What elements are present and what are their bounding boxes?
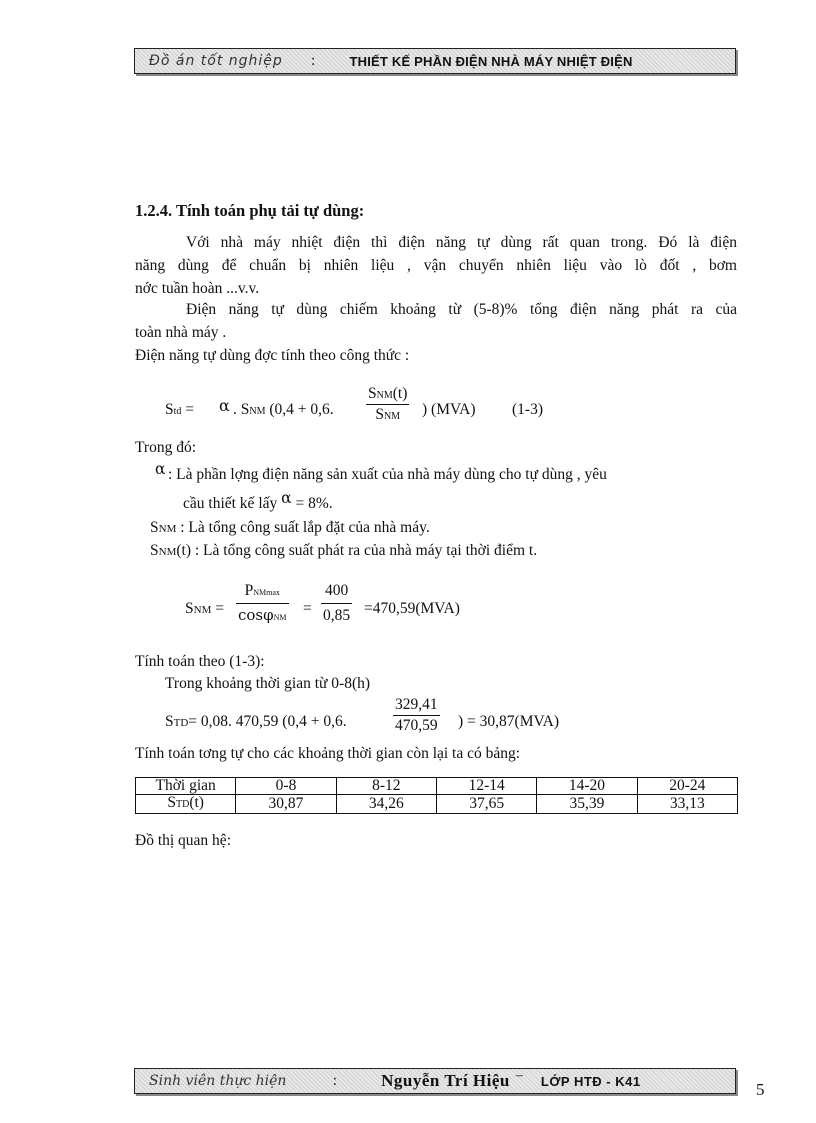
table-value: 34,26 bbox=[336, 795, 436, 814]
formula1-fraction: SNM(t) SNM bbox=[368, 385, 408, 423]
page-footer bbox=[134, 1068, 736, 1094]
footer-left-label: Sinh viên thực hiện bbox=[149, 1073, 287, 1089]
alpha-symbol: α bbox=[219, 396, 230, 415]
std-fraction: $\frac{329,41}{470,59}$ bbox=[395, 696, 438, 734]
header-left-title: Đồ án tốt nghiệp bbox=[149, 53, 283, 69]
formula1-tail: ) (MVA) bbox=[422, 401, 476, 418]
formula2-fraction-numbers: $\frac{400}{0,85}$ bbox=[323, 582, 351, 624]
table-interval: 12-14 bbox=[436, 778, 536, 795]
formula1-ref: (1-3) bbox=[512, 401, 543, 418]
formula-intro: Điện năng tự dùng đợc tính theo công thức : bbox=[135, 347, 410, 364]
alpha-symbol: α bbox=[281, 489, 292, 507]
para2-line1: Điện năng tự dùng chiếm khoảng từ (5-8)% tổng điện năng phát ra của bbox=[186, 301, 737, 318]
formula2-eq2: = bbox=[303, 600, 312, 617]
alpha-symbol: α bbox=[155, 460, 166, 478]
snmt-definition: SNM(t) : Là tổng công suất phát ra của nhà máy tại thời điểm t. bbox=[150, 542, 538, 559]
graph-caption: Đồ thị quan hệ: bbox=[135, 832, 231, 849]
where-title: Trong đó: bbox=[135, 439, 197, 456]
section-heading: 1.2.4. Tính toán phụ tải tự dùng: bbox=[135, 201, 365, 220]
header-colon: : bbox=[310, 53, 316, 69]
calc-interval: Trong khoảng thời gian từ 0-8(h) bbox=[165, 675, 371, 692]
footer-student-name: Nguyễn Trí Hiệu bbox=[381, 1071, 510, 1090]
formula2-result: =470,59(MVA) bbox=[364, 600, 460, 617]
calc-intro: Tính toán theo (1-3): bbox=[135, 653, 265, 670]
para1-line2: năng dùng để chuẩn bị nhiên liệu , vận chuyển nhiên liệu vào lò đốt , bơm bbox=[135, 257, 737, 274]
calc-after: Tính toán tơng tự cho các khoảng thời gian còn lại ta có bảng: bbox=[135, 745, 521, 762]
alpha-description: : Là phần lợng điện năng sản xuất của nhà máy dùng cho tự dùng , yêu bbox=[168, 466, 607, 483]
load-table bbox=[135, 777, 738, 814]
header-right-title: THIẾT KẾ PHẦN ĐIỆN NHÀ MÁY NHIỆT ĐIỆN bbox=[349, 53, 633, 69]
table-interval: 20-24 bbox=[637, 778, 737, 795]
footer-dash: – bbox=[515, 1068, 523, 1083]
table-row-values bbox=[136, 795, 738, 814]
formula2-fraction-p-cos: PNMmax cosφNM bbox=[238, 582, 287, 624]
footer-class: LỚP HTĐ - K41 bbox=[540, 1073, 641, 1089]
page-number: 5 bbox=[756, 1080, 765, 1099]
table-value: 33,13 bbox=[637, 795, 737, 814]
page-header bbox=[134, 48, 736, 74]
para1-line3: nớc tuần hoàn ...v.v. bbox=[135, 280, 260, 297]
table-header-label: Thời gian bbox=[136, 778, 236, 795]
table-row-label: STD(t) bbox=[136, 795, 236, 814]
std-result: ) = 30,87(MVA) bbox=[458, 713, 560, 730]
alpha-requirement: cầu thiết kế lấy α = 8%. bbox=[183, 489, 333, 512]
std-expression: STD= 0,08. 470,59 (0,4 + 0,6. bbox=[165, 713, 347, 730]
table-interval: 14-20 bbox=[537, 778, 637, 795]
footer-colon: : bbox=[332, 1073, 338, 1089]
table-interval: 8-12 bbox=[336, 778, 436, 795]
formula2-lhs: SNM = bbox=[185, 600, 224, 617]
formula1-snm: . SNM (0,4 + 0,6. bbox=[233, 401, 334, 418]
para1-line1: Với nhà máy nhiệt điện thì điện năng tự dùng rất quan trong. Đó là điện bbox=[186, 234, 737, 251]
table-value: 37,65 bbox=[436, 795, 536, 814]
snm-definition: SNM : Là tổng công suất lắp đặt của nhà máy. bbox=[150, 519, 430, 536]
table-value: 35,39 bbox=[537, 795, 637, 814]
table-value: 30,87 bbox=[236, 795, 336, 814]
table-interval: 0-8 bbox=[236, 778, 336, 795]
table-row-header bbox=[136, 778, 738, 795]
formula1-lhs: Std = bbox=[165, 401, 195, 418]
para2-line2: toàn nhà máy . bbox=[135, 324, 227, 341]
